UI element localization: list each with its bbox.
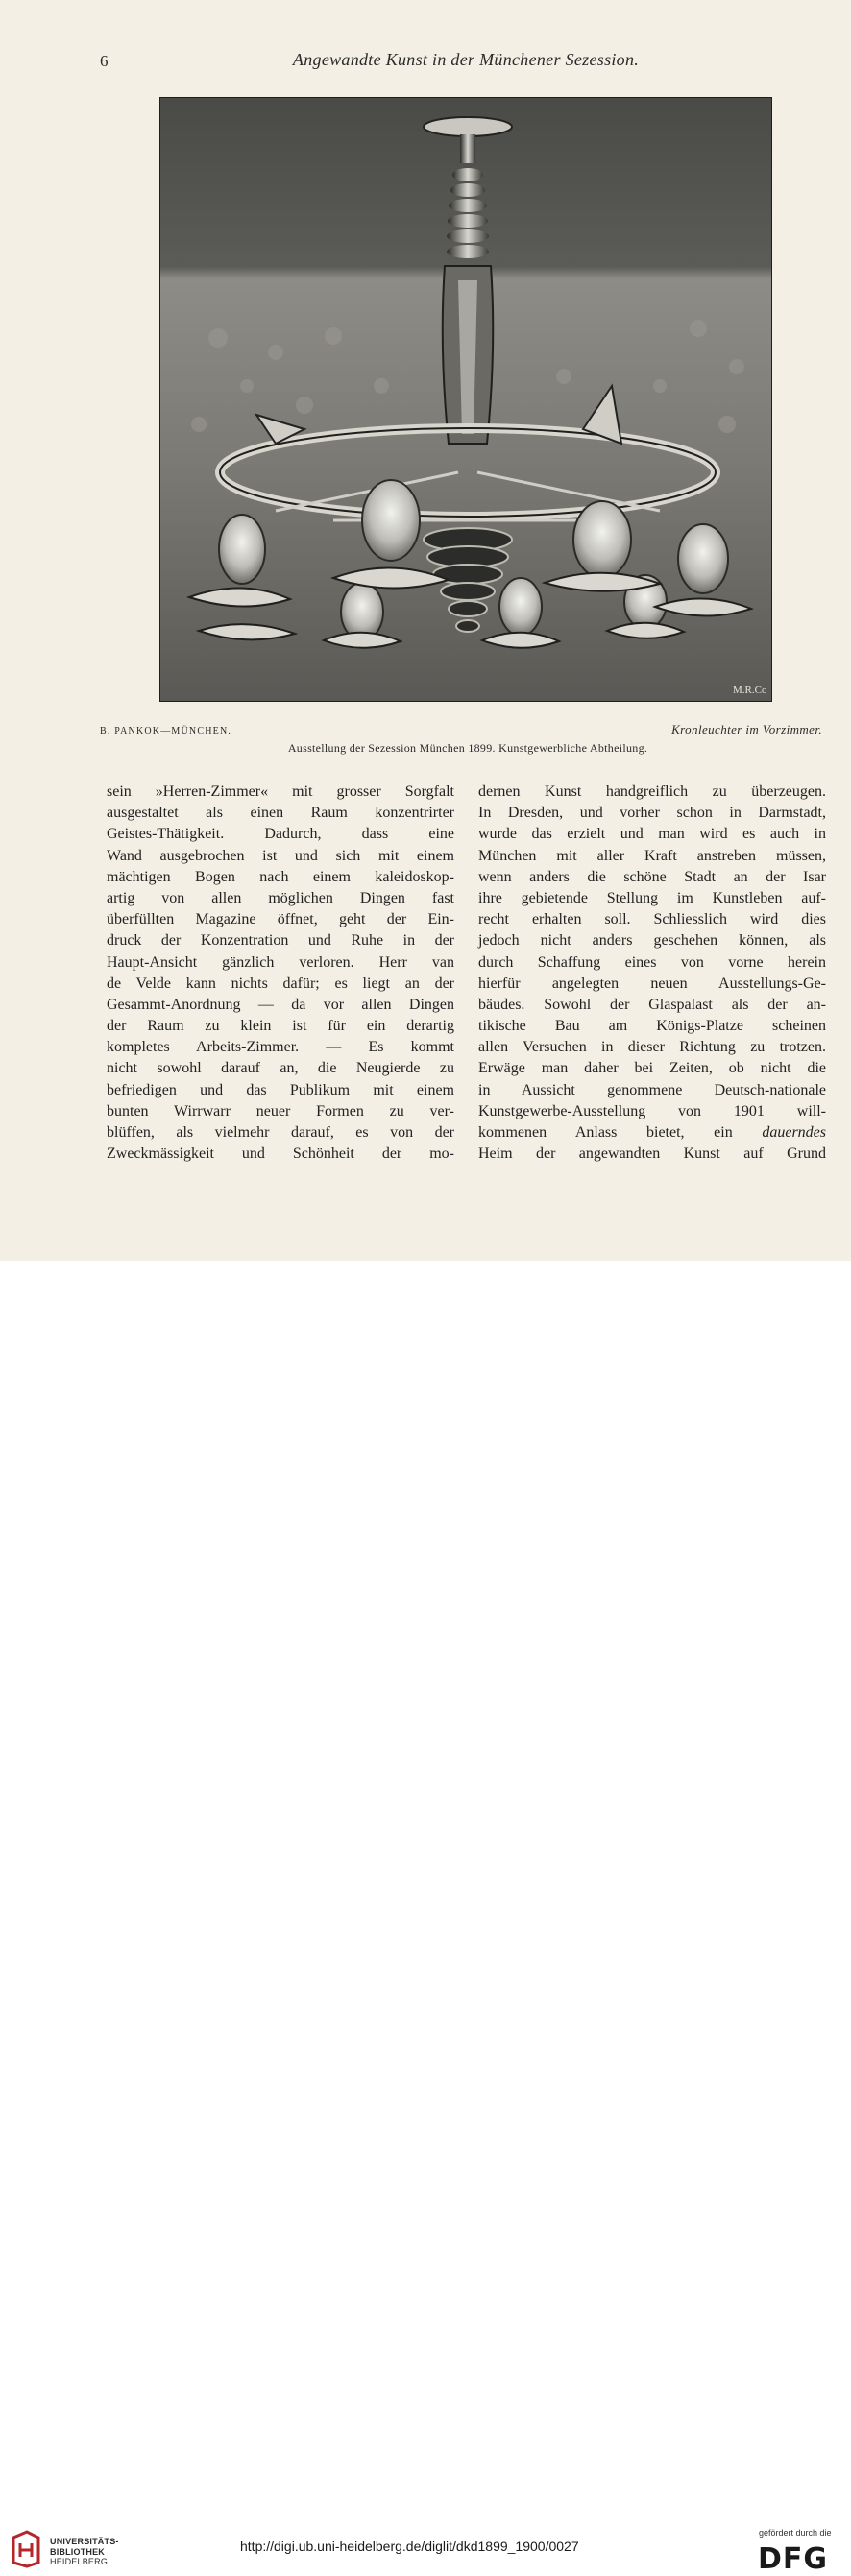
text-line: de Velde kann nichts dafür; es liegt an der — [107, 975, 454, 992]
text-line: der Raum zu klein ist für ein derartig — [107, 1018, 454, 1035]
text-line: Gesammt-Anordnung — da vor allen Dingen — [107, 996, 454, 1013]
library-name-line: HEIDELBERG — [50, 2557, 109, 2566]
text-line: kompletes Arbeits-Zimmer. — Es kommt — [107, 1039, 454, 1056]
text-line: sein »Herren-Zimmer« mit grosser Sorgfalt — [107, 783, 454, 800]
scanned-page — [0, 0, 851, 1261]
text-line: hierfür angelegten neuen Ausstellungs-Ge- — [478, 975, 826, 992]
text-line: Kunstgewerbe-Ausstellung von 1901 will- — [478, 1102, 826, 1119]
text-line: In Dresden, und vorher schon in Darmstadt, — [478, 805, 826, 822]
text-line: München mit aller Kraft anstreben müssen, — [478, 847, 826, 864]
text-line: recht erhalten soll. Schliesslich wird dies — [478, 911, 826, 928]
text-line: dernen Kunst handgreiflich zu überzeugen. — [478, 783, 826, 800]
chandelier-photograph — [159, 97, 772, 702]
text-line: Heim der angewandten Kunst auf Grund — [478, 1145, 826, 1163]
dfg-logo[interactable]: DFG — [758, 2542, 829, 2576]
text-line: überfüllten Magazine öffnet, geht der Ein- — [107, 911, 454, 928]
text-span: kommenen Anlass bietet, ein — [478, 1124, 733, 1141]
text-line: in Aussicht genommene Deutsch-nationale — [478, 1081, 826, 1098]
text-line: druck der Konzentration und Ruhe in der — [107, 932, 454, 950]
text-column-left — [107, 782, 454, 1165]
caption-title: Kronleuchter im Vorzimmer. — [671, 722, 822, 736]
viewer-footer — [0, 1261, 851, 2576]
text-line: Zweckmässigkeit und Schönheit der mo- — [107, 1145, 454, 1163]
library-name-line: UNIVERSITÄTS- — [50, 2537, 119, 2546]
text-line: Wand ausgebrochen ist und sich mit einem — [107, 847, 454, 864]
caption-exhibition: Ausstellung der Sezession München 1899. Kunstgewerbliche Abtheilung. — [287, 741, 648, 755]
text-line: Geistes-Thätigkeit. Dadurch, dass eine — [107, 826, 454, 843]
text-line: befriedigen und das Publikum mit einem — [107, 1081, 454, 1098]
library-name[interactable] — [50, 2537, 119, 2567]
text-line: nicht sowohl darauf an, die Neugierde zu — [107, 1060, 454, 1077]
funding-note: gefördert durch die — [759, 2528, 832, 2538]
text-line: bäudes. Sowohl der Glaspalast als der an- — [478, 996, 826, 1013]
text-line: blüffen, als vielmehr darauf, es von der — [107, 1124, 454, 1141]
text-line: Erwäge man daher bei Zeiten, ob nicht die — [478, 1060, 826, 1077]
plate-monogram: M.R.Co — [733, 685, 767, 696]
text-line: wurde das erzielt und man wird es auch in — [478, 826, 826, 843]
text-line — [478, 1122, 826, 1144]
page-number: 6 — [100, 52, 109, 70]
text-line: bunten Wirrwarr neuer Formen zu ver- — [107, 1102, 454, 1119]
text-line: allen Versuchen in dieser Richtung zu trotzen. — [478, 1039, 826, 1056]
university-library-logo-icon[interactable] — [10, 2530, 42, 2568]
text-line: tikische Bau am Königs-Platze scheinen — [478, 1018, 826, 1035]
text-line: artig von allen möglichen Dingen fast — [107, 889, 454, 906]
running-title: Angewandte Kunst in der Münchener Sezession. — [292, 50, 640, 69]
text-line: wenn anders die schöne Stadt an der Isar — [478, 868, 826, 885]
text-line: ausgestaltet als einen Raum konzentrirter — [107, 805, 454, 822]
library-name-line: BIBLIOTHEK — [50, 2546, 105, 2557]
text-line: ihre gebietende Stellung im Kunstleben auf- — [478, 889, 826, 906]
caption-artist: B. PANKOK—MÜNCHEN. — [100, 726, 232, 736]
permalink-url[interactable]: http://digi.ub.uni-heidelberg.de/diglit/dkd1899_1900/0027 — [240, 2539, 579, 2554]
text-column-right — [478, 782, 826, 1165]
text-line: Haupt-Ansicht gänzlich verloren. Herr van — [107, 953, 454, 971]
text-line: durch Schaffung eines von vorne herein — [478, 953, 826, 971]
text-line: jedoch nicht anders geschehen können, als — [478, 932, 826, 950]
emphasis-word: dauerndes — [762, 1124, 826, 1141]
text-line: mächtigen Bogen nach einem kaleidoskop- — [107, 868, 454, 885]
